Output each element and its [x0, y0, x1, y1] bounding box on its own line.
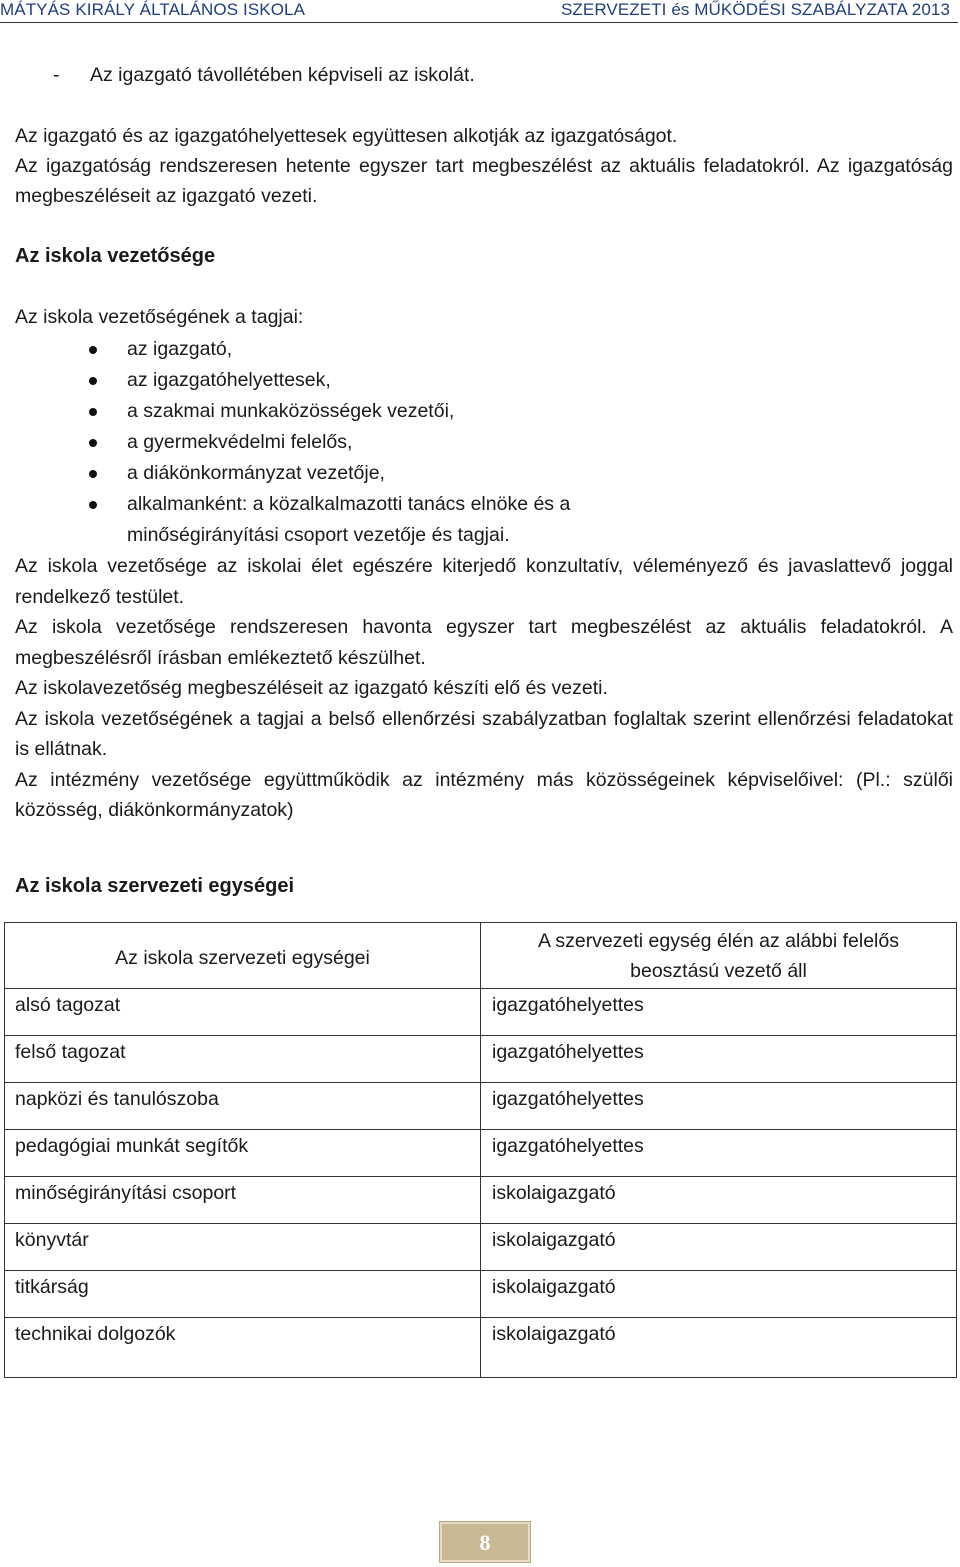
page-number-badge: 8 [440, 1522, 530, 1562]
section-heading-vezetoseg: Az iskola vezetősége [15, 245, 216, 267]
table-header-row [5, 923, 957, 989]
leader-cell: igazgatóhelyettes [481, 989, 957, 1036]
section-heading-szervezeti-egysegek: Az iskola szervezeti egységei [15, 874, 295, 897]
document-body [15, 60, 953, 901]
bullet-icon [89, 470, 97, 478]
leader-cell: igazgatóhelyettes [481, 1036, 957, 1083]
bullet-icon [89, 346, 97, 354]
vezetoseg-paragraph: Az intézmény vezetősége együttműködik az intézmény más közösségeinek képviselőivel: (Pl.: szülői közösség, diákönkormányzatok) [15, 768, 953, 821]
page-header [0, 0, 958, 23]
header-school-name: MÁTYÁS KIRÁLY ÁLTALÁNOS ISKOLA [0, 0, 306, 19]
organizational-units-table [4, 922, 957, 1378]
list-item: alkalmanként: a közalkalmazotti tanács elnöke és a minőségirányítási csoport vezetője és tagjai. [15, 489, 953, 551]
leader-cell: igazgatóhelyettes [481, 1130, 957, 1177]
vezetoseg-paragraph: Az iskola vezetősége az iskolai élet egészére kiterjedő konzultatív, véleményező és javaslattevő joggal rendelkező testület. [15, 555, 953, 608]
unit-cell: könyvtár [5, 1224, 481, 1271]
unit-cell: pedagógiai munkát segítők [5, 1130, 481, 1177]
leader-cell: iskolaigazgató [481, 1177, 957, 1224]
header-document-title: SZERVEZETI és MŰKÖDÉSI SZABÁLYZATA 2013 [560, 0, 950, 19]
vezetoseg-paragraph: Az iskola vezetőségének a tagjai a belső ellenőrzési szabályzatban foglaltak szerint ellenőrzési feladatokat is ellátnak. [15, 707, 953, 760]
table-row [5, 1130, 957, 1177]
unit-cell: napközi és tanulószoba [5, 1083, 481, 1130]
vezetoseg-paragraph: Az iskolavezetőség megbeszéléseit az igazgató készíti elő és vezeti. [15, 677, 608, 699]
bullet-icon [89, 439, 97, 447]
list-item: a gyermekvédelmi felelős, [15, 427, 953, 458]
vezetoseg-paragraph: Az iskola vezetősége rendszeresen havonta egyszer tart megbeszélést az aktuális feladatokról. A megbeszélésről írásban emlékeztető készülhet. [15, 616, 953, 669]
unit-cell: titkárság [5, 1271, 481, 1318]
igazgatosag-block [15, 60, 953, 211]
leader-cell: iskolaigazgató [481, 1318, 957, 1378]
unit-cell: felső tagozat [5, 1036, 481, 1083]
table-row [5, 1083, 957, 1130]
table-row [5, 1271, 957, 1318]
list-item: a szakmai munkaközösségek vezetői, [15, 396, 953, 427]
table-header-leader: A szervezeti egység élén az alábbi felelős beosztású vezető áll [481, 923, 957, 989]
dash-list-item [15, 60, 953, 90]
dash-marker: - [53, 64, 60, 86]
table-row [5, 1177, 957, 1224]
list-item: az igazgató, [15, 334, 953, 365]
unit-cell: technikai dolgozók [5, 1318, 481, 1378]
bullet-icon [89, 377, 97, 385]
vezetoseg-members-list [15, 334, 953, 551]
igazgatosag-line1: Az igazgató és az igazgatóhelyettesek együttesen alkotják az igazgatóságot. [15, 125, 678, 147]
table-header-units: Az iskola szervezeti egységei [5, 923, 481, 989]
list-item: a diákönkormányzat vezetője, [15, 458, 953, 489]
dash-item-text: Az igazgató távollétében képviseli az iskolát. [90, 64, 475, 86]
table-row [5, 989, 957, 1036]
leader-cell: iskolaigazgató [481, 1224, 957, 1271]
unit-cell: alsó tagozat [5, 989, 481, 1036]
table-row [5, 1224, 957, 1271]
table-row [5, 1036, 957, 1083]
leader-cell: iskolaigazgató [481, 1271, 957, 1318]
table-row [5, 1318, 957, 1378]
list-item: az igazgatóhelyettesek, [15, 365, 953, 396]
bullet-icon [89, 408, 97, 416]
igazgatosag-line2: Az igazgatóság rendszeresen hetente egyszer tart megbeszélést az aktuális feladatokról. Az igazgatóság megbeszéléseit az igazgató vezeti. [15, 155, 953, 207]
leader-cell: igazgatóhelyettes [481, 1083, 957, 1130]
vezetoseg-intro: Az iskola vezetőségének a tagjai: [15, 306, 304, 328]
unit-cell: minőségirányítási csoport [5, 1177, 481, 1224]
bullet-icon [89, 501, 97, 509]
